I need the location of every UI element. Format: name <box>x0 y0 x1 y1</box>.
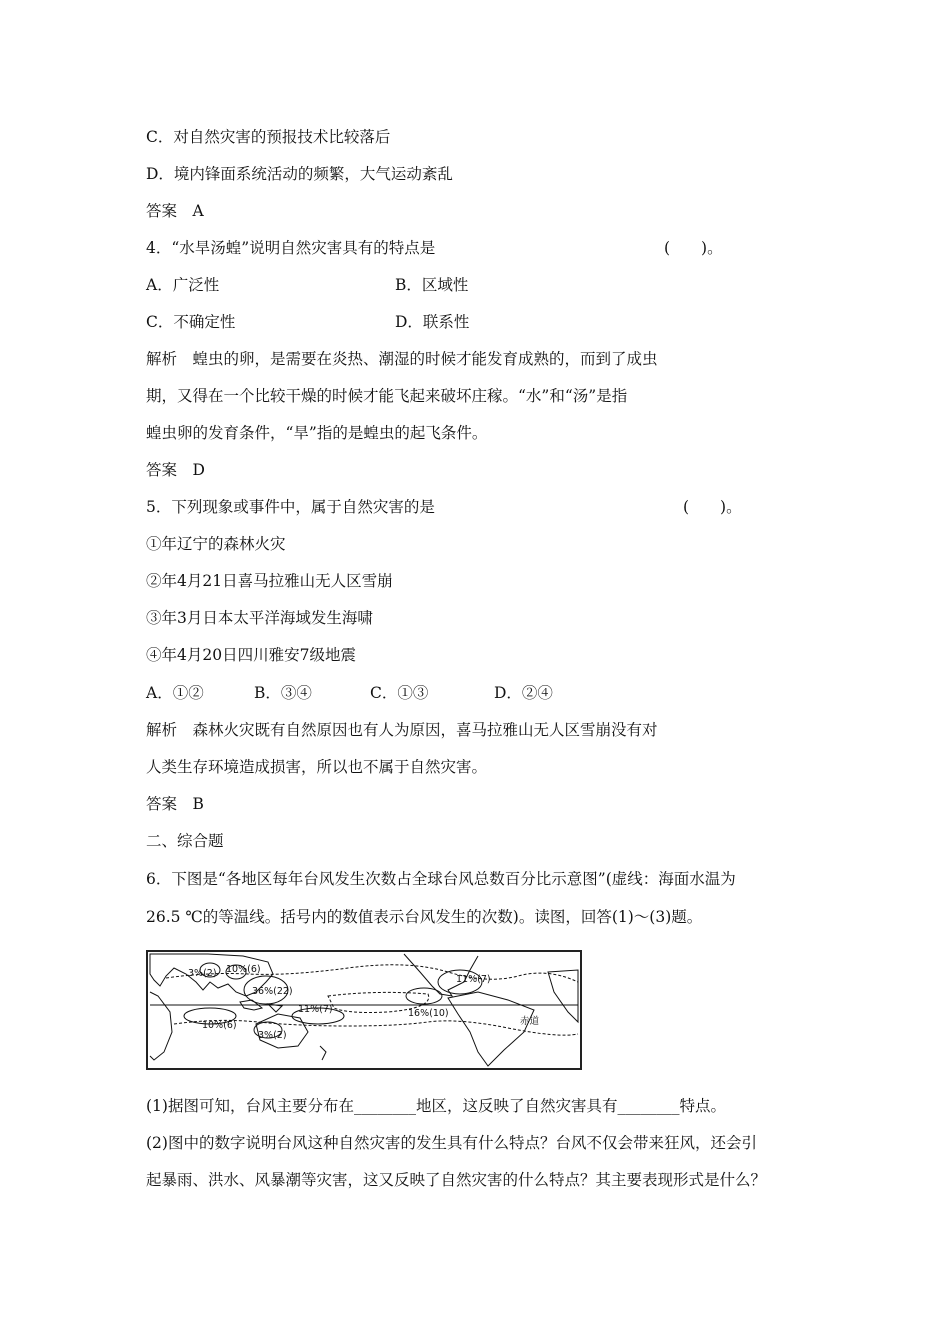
analysis-q4-line3: 蝗虫卵的发育条件，“旱”指的是蝗虫的起飞条件。 <box>146 424 488 442</box>
question-6-line2: 26.5 ℃的等温线。括号内的数值表示台风发生的次数)。读图，回答(1)～(3)题。 <box>146 908 703 926</box>
region-ne-pacific <box>406 988 442 1004</box>
answer-q3: 答案 A <box>146 202 204 220</box>
label-arabian: 10%(6) <box>226 964 261 975</box>
label-south-indian: 10%(6) <box>202 1020 237 1031</box>
label-australia: 3%(2) <box>258 1030 287 1041</box>
analysis-q4-line1: 解析 蝗虫的卵，是需要在炎热、潮湿的时候才能发育成熟的，而到了成虫 <box>146 350 658 368</box>
question-5: 5．下列现象或事件中，属于自然灾害的是 <box>146 498 435 516</box>
question-4: 4．“水旱汤蝗”说明自然灾害具有的特点是 <box>146 239 436 257</box>
label-atlantic: 11%(7) <box>456 974 491 985</box>
answer-q4: 答案 D <box>146 461 205 479</box>
option-d-q4: D．联系性 <box>395 313 470 331</box>
option-b-q4: B．区域性 <box>395 276 469 294</box>
option-c-q5: C．①③ <box>370 684 429 702</box>
label-nw-pacific: 36%(22) <box>252 986 293 997</box>
analysis-q4-line2: 期，又得在一个比较干燥的时候才能飞起来破坏庄稼。“水”和“汤”是指 <box>146 387 628 405</box>
label-equator: 赤道 <box>520 1016 540 1027</box>
typhoon-distribution-map <box>146 950 582 1070</box>
option-a-q5: A．①② <box>146 684 204 702</box>
africa-right-outline <box>548 970 578 1022</box>
analysis-q5-line2: 人类生存环境造成损害，所以也不属于自然灾害。 <box>146 758 488 776</box>
section-heading: 二、综合题 <box>146 832 224 850</box>
south-america-outline <box>448 992 534 1066</box>
answer-blank-q5: ( )。 <box>683 498 742 516</box>
analysis-q5-line1: 解析 森林火灾既有自然原因也有人为原因，喜马拉雅山无人区雪崩没有对 <box>146 721 658 739</box>
option-d-q3: D．境内锋面系统活动的频繁，大气运动紊乱 <box>146 165 453 183</box>
item-3-q5: ③年3月日本太平洋海域发生海啸 <box>146 609 373 627</box>
option-a-q4: A．广泛性 <box>146 276 220 294</box>
indonesia-outline <box>240 1000 282 1012</box>
newzealand-outline <box>320 1046 326 1060</box>
label-ne-pacific: 16%(10) <box>408 1008 449 1019</box>
label-sw-pacific: 11%(7) <box>298 1004 333 1015</box>
answer-q5: 答案 B <box>146 795 204 813</box>
item-2-q5: ②年4月21日喜马拉雅山无人区雪崩 <box>146 572 393 590</box>
label-north-indian: 3%(2) <box>188 968 217 979</box>
sub-question-1: (1)据图可知，台风主要分布在________地区，这反映了自然灾害具有________特点。 <box>146 1097 726 1115</box>
option-b-q5: B．③④ <box>254 684 312 702</box>
option-c-q4: C．不确定性 <box>146 313 236 331</box>
answer-blank-q4: ( )。 <box>664 239 723 257</box>
sub-question-2-line1: (2)图中的数字说明台风这种自然灾害的发生具有什么特点？台风不仅会带来狂风，还会引 <box>146 1134 757 1152</box>
africa-outline <box>150 992 172 1060</box>
question-6-line1: 6．下图是“各地区每年台风发生次数占全球台风总数百分比示意图”(虚线：海面水温为 <box>146 870 736 888</box>
option-d-q5: D．②④ <box>494 684 553 702</box>
sub-question-2-line2: 起暴雨、洪水、风暴潮等灾害，这又反映了自然灾害的什么特点？其主要表现形式是什么？ <box>146 1171 767 1189</box>
item-4-q5: ④年4月20日四川雅安7级地震 <box>146 646 356 664</box>
item-1-q5: ①年辽宁的森林火灾 <box>146 535 286 553</box>
option-c-q3: C．对自然灾害的预报技术比较落后 <box>146 128 391 146</box>
